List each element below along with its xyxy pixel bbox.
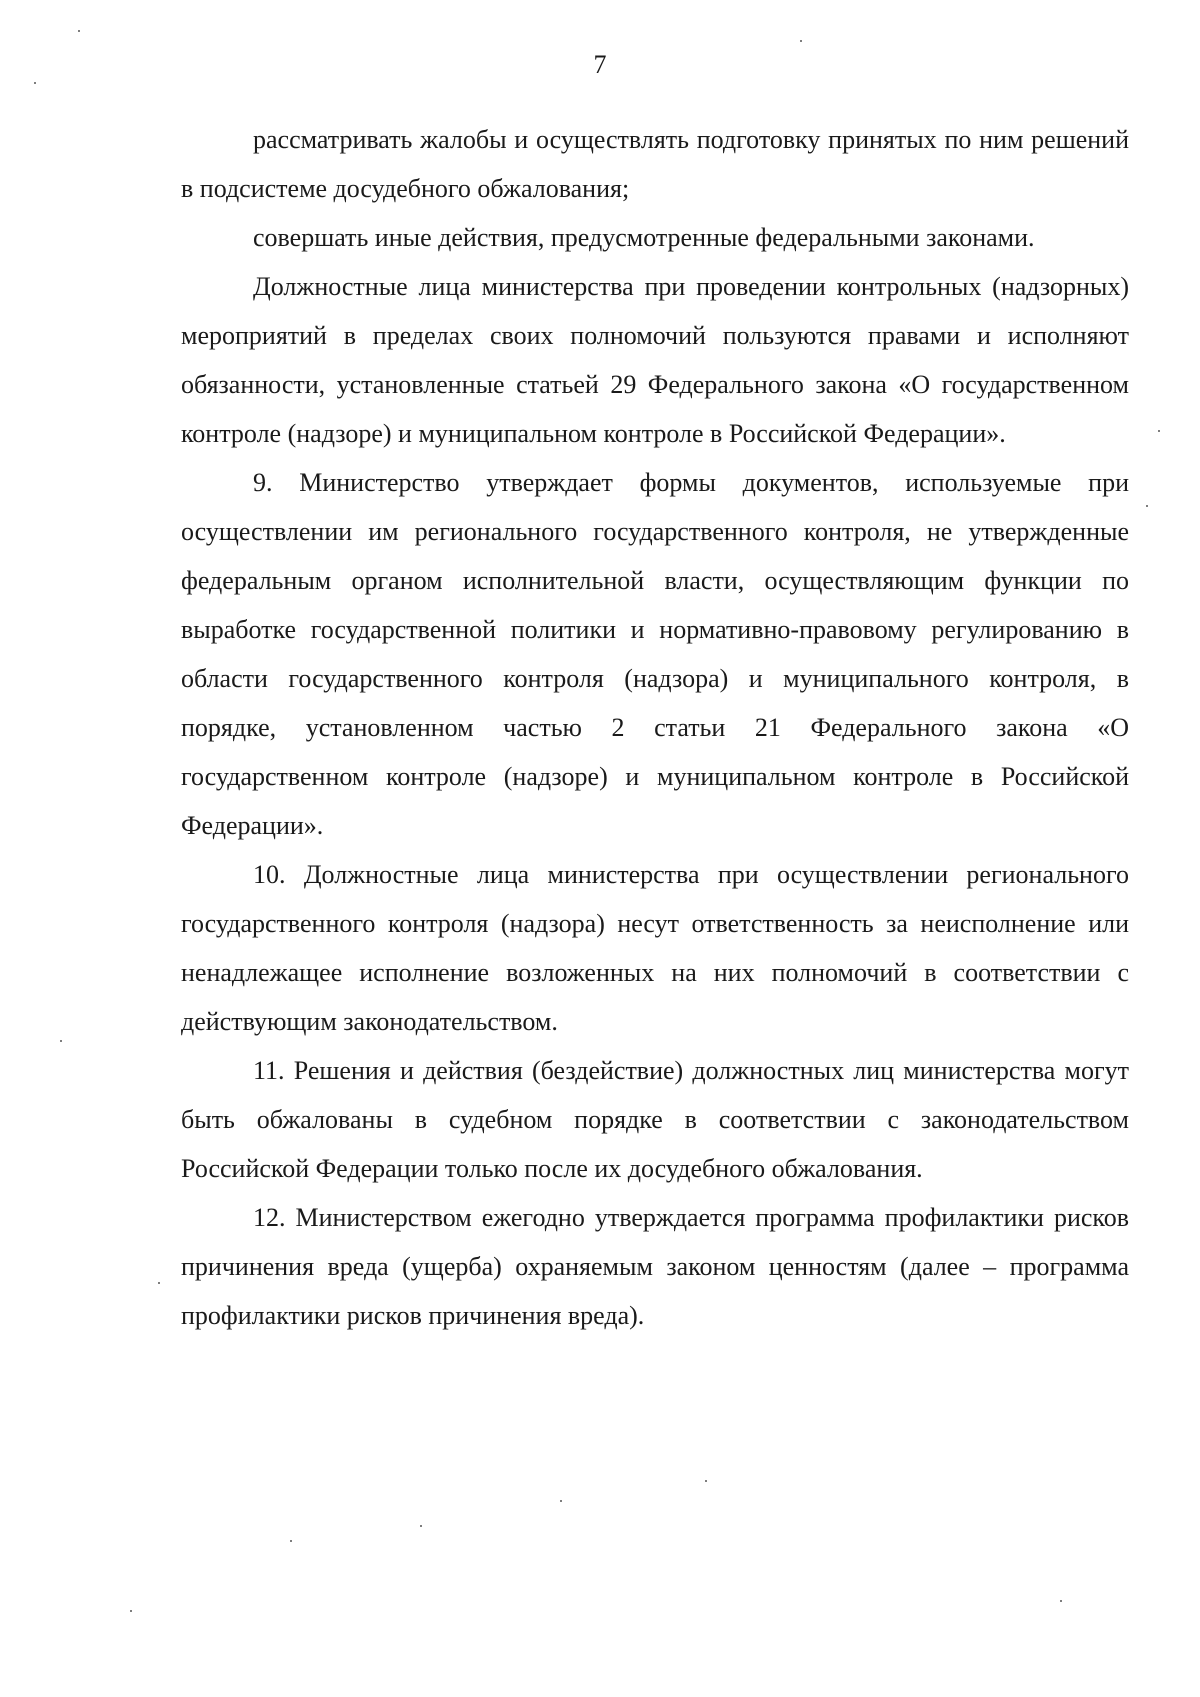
paragraph-item-10: 10. Должностные лица министерства при осуществлении регионального государственного контроля (надзора) несут ответственность за неисполнение или ненадлежащее исполнение возложенных на них полномочий в соответствии с действующим законодательством. xyxy=(181,860,1129,1036)
scan-speck xyxy=(1146,505,1148,507)
scan-speck xyxy=(420,1525,422,1527)
paragraph-officials-rights: Должностные лица министерства при проведении контрольных (надзорных) мероприятий в пределах своих полномочий пользуются правами и исполняют обязанности, установленные статьей 29 Федерального закона «О государственном контроле (надзоре) и муниципальном контроле в Российской Федерации». xyxy=(181,272,1129,448)
paragraph-item-12: 12. Министерством ежегодно утверждается программа профилактики рисков причинения вреда (ущерба) охраняемым законом ценностям (далее – программа профилактики рисков причинения вреда). xyxy=(181,1203,1129,1330)
page-number: 7 xyxy=(593,50,607,79)
paragraph-item-11: 11. Решения и действия (бездействие) должностных лиц министерства могут быть обжалованы в судебном порядке в соответствии с законодательством Российской Федерации только после их досудебного обжалования. xyxy=(181,1056,1129,1183)
scan-speck xyxy=(130,1610,132,1612)
scan-speck xyxy=(34,82,36,84)
paragraph-complaints: рассматривать жалобы и осуществлять подготовку принятых по ним решений в подсистеме досудебного обжалования; xyxy=(181,125,1129,203)
paragraph-item-9: 9. Министерство утверждает формы документов, используемые при осуществлении им регионального государственного контроля, не утвержденные федеральным органом исполнительной власти, осуществляющим функции по выработке государственной политики и нормативно-правовому регулированию в области государственного контроля (надзора) и муниципального контроля, в порядке, установленном частью 2 статьи 21 Федерального закона «О государственном контроле (надзоре) и муниципальном контроле в Российской Федерации». xyxy=(181,468,1129,840)
document-body xyxy=(181,115,1129,1340)
paragraph-other-actions: совершать иные действия, предусмотренные федеральными законами. xyxy=(253,223,1035,252)
scan-speck xyxy=(705,1480,707,1482)
scan-speck xyxy=(60,1040,62,1042)
scan-speck xyxy=(560,1500,562,1502)
scan-speck xyxy=(290,1540,292,1542)
scan-speck xyxy=(800,40,802,42)
scan-speck xyxy=(1060,1600,1062,1602)
scan-speck xyxy=(78,30,80,32)
scan-speck xyxy=(158,1282,160,1284)
scan-speck xyxy=(1158,430,1160,432)
